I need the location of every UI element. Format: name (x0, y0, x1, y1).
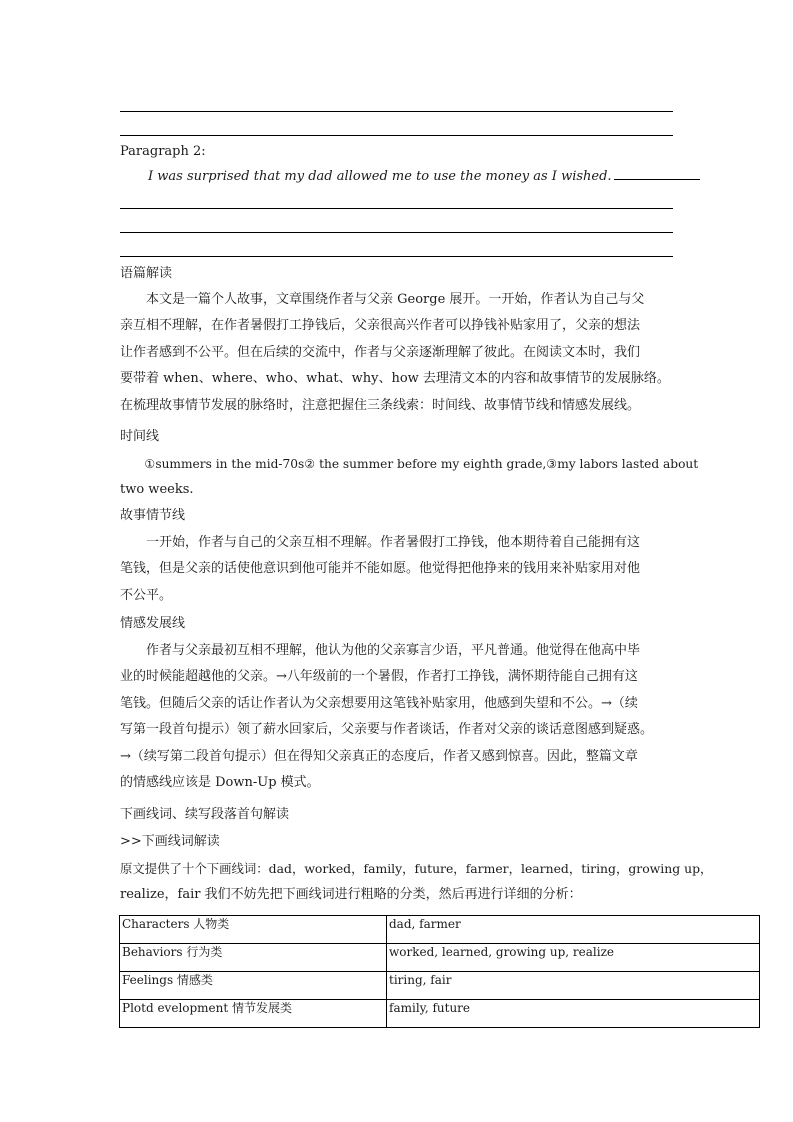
plotline-line: 一开始，作者与自己的父亲互相不理解。作者暑假打工挣钱，他本期待着自己能拥有这 (146, 535, 641, 550)
intro-line: 让作者感到不公平。但在后续的交流中，作者与父亲逐渐理解了彼此。在阅读文本时，我们 (120, 344, 641, 360)
intro-line: 要带着 when、where、who、what、why、how 去理清文本的内容和故事情节的发展脉络。 (120, 371, 670, 387)
words-cell: dad, farmer (387, 916, 760, 944)
table-row (120, 944, 760, 972)
intro-line: 在梳理故事情节发展的脉络时，注意把握住三条线索：时间线、故事情节线和情感发展线。 (120, 397, 641, 413)
timeline-line: ①summers in the mid-70s② the summer before my eighth grade,③my labors lasted about (144, 457, 699, 471)
paragraph2-opening-sentence: I was surprised that my dad allowed me to use the money as I wished. (148, 169, 612, 184)
paragraph2-opening (148, 164, 704, 190)
answer-blank[interactable] (614, 167, 700, 180)
category-cell: Plotd evelopment 情节发展类 (120, 1000, 387, 1028)
table-row (120, 916, 760, 944)
emotion-heading: 情感发展线 (120, 616, 186, 631)
analysis-intro (120, 287, 676, 419)
word-category-table (119, 915, 760, 1028)
emotion-line: 笔钱。但随后父亲的话让作者认为父亲想要用这笔钱补贴家用，他感到失望和不公。→（续 (120, 695, 638, 711)
emotion-text (120, 638, 676, 796)
plotline-text (120, 530, 676, 609)
writing-line (120, 256, 673, 257)
emotion-line: 作者与父亲最初互相不理解，他认为他的父亲寡言少语，平凡普通。他觉得在他高中毕 (146, 643, 641, 658)
plotline-line: 不公平。 (120, 587, 173, 603)
words-intro-line: realize，fair 我们不妨先把下画线词进行粗略的分类，然后再进行详细的分析： (120, 887, 582, 903)
words-intro-line: 原文提供了十个下画线词：dad，worked，family，future，farmer，learned，tiring，growing up， (120, 861, 713, 876)
writing-line (120, 135, 673, 136)
subsection-heading: >>下画线词解读 (120, 834, 220, 849)
emotion-line: 业的时候能超越他的父亲。→八年级前的一个暑假，作者打工挣钱，满怀期待能自己拥有这 (120, 669, 638, 685)
words-intro (120, 856, 713, 909)
category-cell: Feelings 情感类 (120, 972, 387, 1000)
words-cell: family, future (387, 1000, 760, 1028)
timeline-heading: 时间线 (120, 429, 160, 444)
emotion-line: 写第一段首句提示）领了薪水回家后，父亲要与作者谈话，作者对父亲的谈话意图感到疑惑。 (120, 722, 654, 738)
words-cell: tiring, fair (387, 972, 760, 1000)
intro-line: 本文是一篇个人故事，文章围绕作者与父亲 George 展开。一开始，作者认为自己与父 (146, 292, 645, 307)
plotline-line: 笔钱，但是父亲的话使他意识到他可能并不能如愿。他觉得把他挣来的钱用来补贴家用对他 (120, 561, 641, 577)
timeline-line: two weeks. (120, 482, 194, 498)
category-cell: Behaviors 行为类 (120, 944, 387, 972)
category-cell: Characters 人物类 (120, 916, 387, 944)
table-row (120, 1000, 760, 1028)
table-row (120, 972, 760, 1000)
paragraph2-label: Paragraph 2: (120, 144, 206, 159)
analysis-title: 语篇解读 (120, 266, 173, 281)
section-heading: 下画线词、续写段落首句解读 (120, 807, 290, 822)
intro-line: 亲互相不理解，在作者暑假打工挣钱后，父亲很高兴作者可以挣钱补贴家用了，父亲的想法 (120, 318, 641, 334)
emotion-line: 的情感线应该是 Down-Up 模式。 (120, 775, 320, 791)
writing-line (120, 111, 673, 112)
writing-line (120, 208, 673, 209)
writing-line (120, 232, 673, 233)
timeline-text (120, 451, 699, 504)
emotion-line: →（续写第二段首句提示）但在得知父亲真正的态度后，作者又感到惊喜。因此，整篇文章 (120, 748, 638, 764)
words-cell: worked, learned, growing up, realize (387, 944, 760, 972)
plotline-heading: 故事情节线 (120, 508, 186, 523)
